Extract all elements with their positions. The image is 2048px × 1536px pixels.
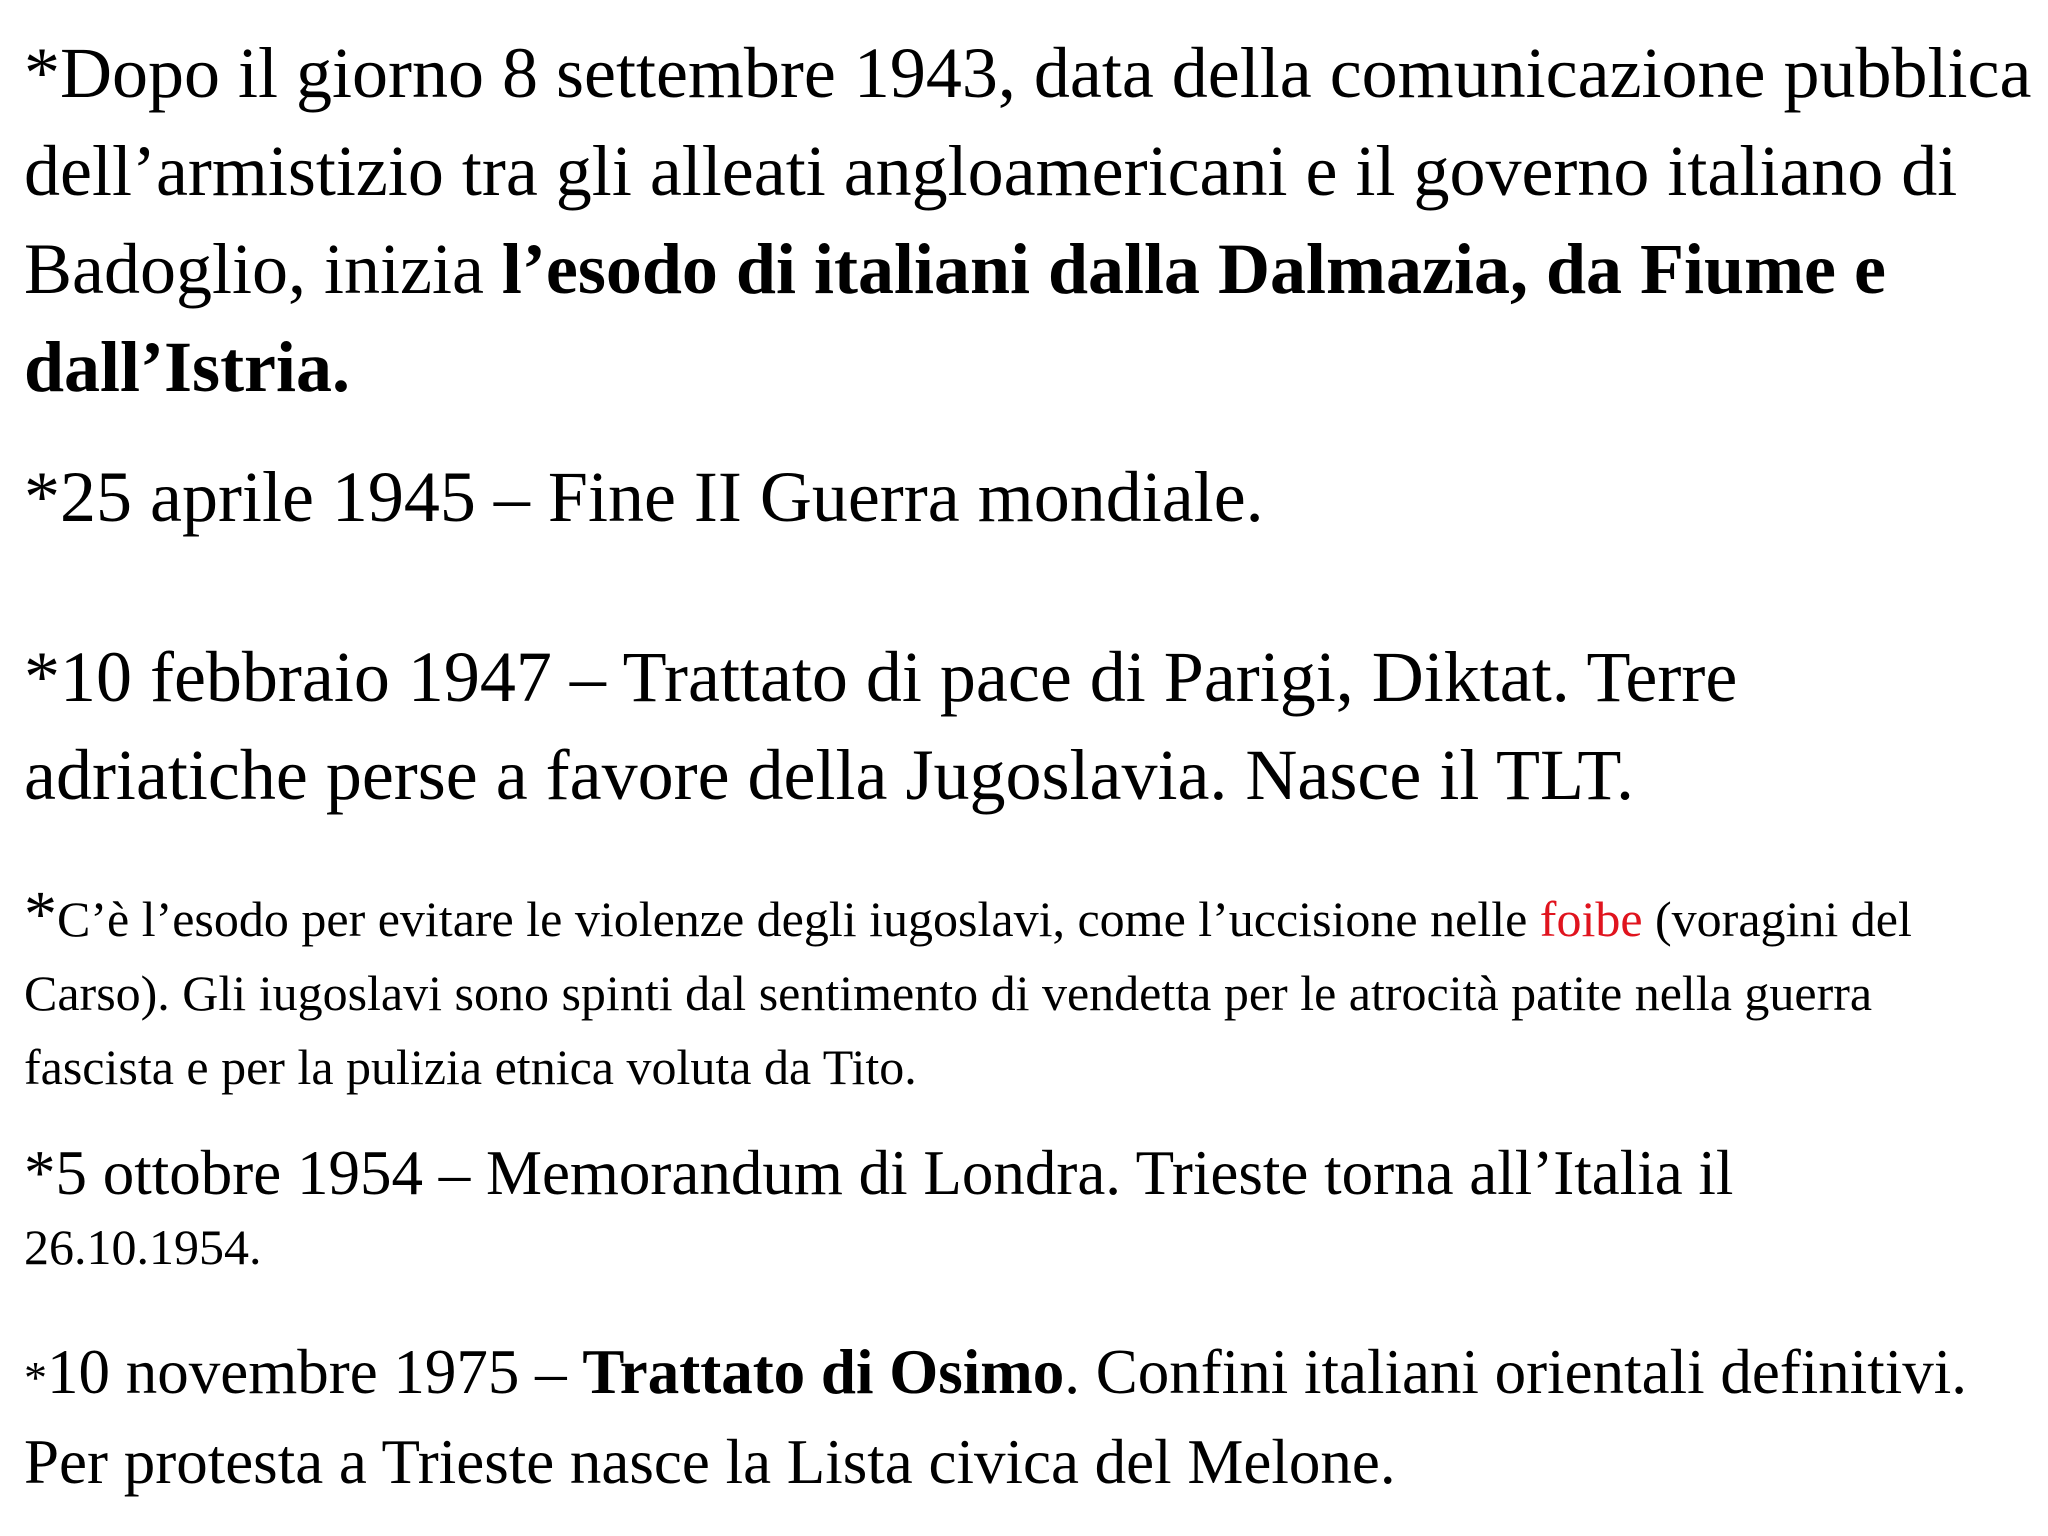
paragraph-fine-guerra-text: *25 aprile 1945 – Fine II Guerra mondiale. [24, 457, 1264, 537]
paragraph-trattato-parigi [24, 628, 2034, 824]
paragraph-esodo-foibe-text-after: (voragini del Carso). Gli iugoslavi sono spinti dal sentimento di vendetta per le atrocità patite nella guerra fascista e per la pulizia etnica voluta da Tito. [24, 891, 1912, 1095]
paragraph-armistizio-bold-text: l’esodo di italiani dalla Dalmazia, da Fiume e dall’Istria. [24, 229, 1886, 407]
paragraph-armistizio-text: *Dopo il giorno 8 settembre 1943, data della comunicazione pubblica dell’armistizio tra gli alleati angloamericani e il governo italiano di Badoglio, inizia [24, 33, 2032, 309]
paragraph-esodo-foibe [24, 878, 2034, 1104]
paragraph-trattato-osimo-bold-text: Trattato di Osimo [582, 1337, 1065, 1407]
paragraph-trattato-osimo-text-after: . Confini italiani orientali definitivi. Per protesta a Trieste nasce la Lista civica del Melone. [24, 1337, 1968, 1497]
paragraph-trattato-parigi-text: *10 febbraio 1947 – Trattato di pace di Parigi, Diktat. Terre adriatiche perse a favore della Jugoslavia. Nasce il TLT. [24, 637, 1738, 815]
paragraph-trattato-osimo [24, 1330, 2034, 1504]
paragraph-trattato-osimo-star: * [24, 1352, 47, 1403]
paragraph-esodo-foibe-text-before: C’è l’esodo per evitare le violenze degli iugoslavi, come l’uccisione nelle [57, 891, 1540, 947]
paragraph-memorandum-londra-line2: 26.10.1954. [24, 1219, 262, 1275]
paragraph-memorandum-londra-line1: *5 ottobre 1954 – Memorandum di Londra. Trieste torna all’Italia il [24, 1138, 1734, 1208]
paragraph-memorandum-londra [24, 1134, 2034, 1282]
foibe-highlight: foibe [1539, 891, 1643, 947]
paragraph-trattato-osimo-text-before: 10 novembre 1975 – [47, 1337, 583, 1407]
paragraph-fine-guerra [24, 448, 2034, 546]
paragraph-armistizio [24, 24, 2034, 416]
paragraph-esodo-foibe-star: * [24, 878, 57, 951]
